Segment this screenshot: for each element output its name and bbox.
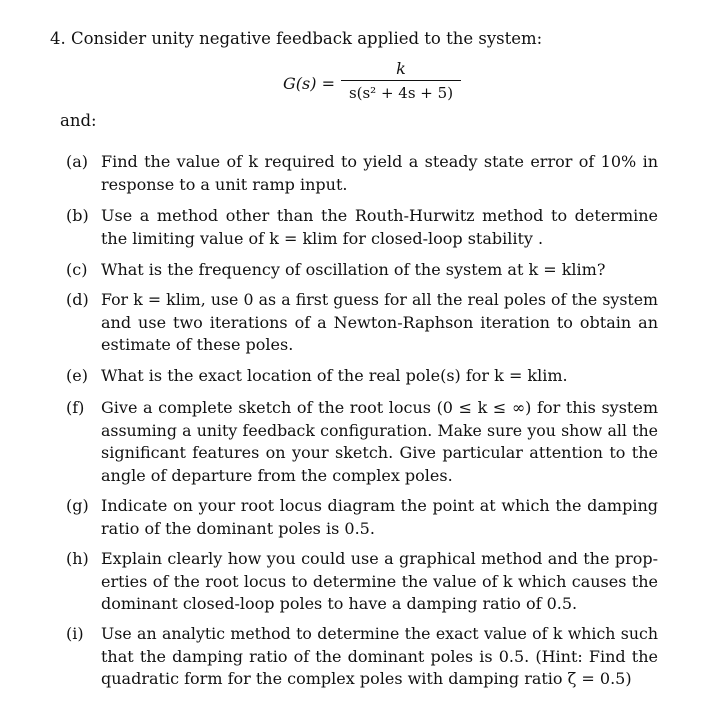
- item-label: (f): [66, 398, 85, 417]
- item-line: assuming a unity feedback configuration. Make sure you show all the: [101, 420, 658, 440]
- question-header: 4. Consider unity negative feedback applied to the system:: [50, 29, 543, 48]
- item-text: [101, 495, 658, 540]
- item-label: (a): [66, 152, 89, 171]
- item-line: Indicate on your root locus diagram the point at which the damping: [101, 496, 658, 515]
- item-line: Use a method other than the Routh-Hurwitz method to determine: [101, 206, 658, 225]
- item-line: Use an analytic method to determine the exact value of k which such: [101, 624, 658, 643]
- question-item-d: [66, 289, 658, 357]
- item-label: (e): [66, 366, 88, 385]
- and-label: and:: [60, 111, 97, 130]
- question-item-b: [66, 205, 658, 250]
- item-label: (b): [66, 206, 89, 225]
- item-text: [101, 623, 658, 691]
- item-text: [101, 397, 658, 487]
- item-line: the limiting value of k = klim for closed-loop stability .: [101, 228, 544, 248]
- item-line: Give a complete sketch of the root locus (0 ≤ k ≤ ∞) for this system: [101, 398, 658, 417]
- item-line: What is the frequency of oscillation of the system at k = klim?: [101, 260, 606, 279]
- item-label: (i): [66, 624, 84, 643]
- question-item-h: [66, 548, 658, 616]
- item-text: [101, 259, 658, 282]
- item-line: For k = klim, use 0 as a first guess for all the real poles of the system: [101, 290, 658, 309]
- question-item-c: [66, 259, 658, 282]
- item-line: response to a unit ramp input.: [101, 174, 348, 194]
- question-item-g: [66, 495, 658, 540]
- item-text: [101, 151, 658, 196]
- item-text: [101, 365, 658, 388]
- item-text: [101, 289, 658, 357]
- question-item-e: [66, 365, 658, 388]
- item-line: Explain clearly how you could use a graphical method and the prop-: [101, 549, 658, 568]
- equation-fraction: [341, 60, 461, 103]
- item-line: significant features on your sketch. Give particular attention to the: [101, 443, 658, 462]
- item-line: ratio of the dominant poles is 0.5.: [101, 518, 375, 538]
- item-line: estimate of these poles.: [101, 335, 294, 354]
- item-label: (c): [66, 260, 88, 279]
- question-item-f: [66, 397, 658, 487]
- item-label: (h): [66, 549, 89, 568]
- item-label: (d): [66, 290, 89, 309]
- equation-denominator: s(s² + 4s + 5): [348, 84, 454, 102]
- item-line: What is the exact location of the real pole(s) for k = klim.: [101, 366, 568, 385]
- item-text: [101, 548, 658, 616]
- equation-numerator: k: [396, 59, 406, 78]
- item-text: [101, 205, 658, 250]
- question-item-i: [66, 623, 658, 691]
- item-line: Find the value of k required to yield a steady state error of 10% in: [101, 152, 658, 171]
- question-item-a: [66, 151, 658, 196]
- fraction-bar: [341, 80, 461, 81]
- equation-lhs: G(s) =: [283, 74, 335, 93]
- item-line: that the damping ratio of the dominant poles is 0.5. (Hint: Find the: [101, 646, 658, 666]
- item-line: and use two iterations of a Newton-Raphson iteration to obtain an: [101, 312, 658, 332]
- item-line: angle of departure from the complex poles.: [101, 465, 453, 485]
- item-line: dominant closed-loop poles to have a damping ratio of 0.5.: [101, 594, 578, 613]
- item-line: erties of the root locus to determine the value of k which causes the: [101, 571, 658, 591]
- item-line: quadratic form for the complex poles with damping ratio ζ = 0.5): [101, 669, 632, 688]
- item-label: (g): [66, 496, 89, 515]
